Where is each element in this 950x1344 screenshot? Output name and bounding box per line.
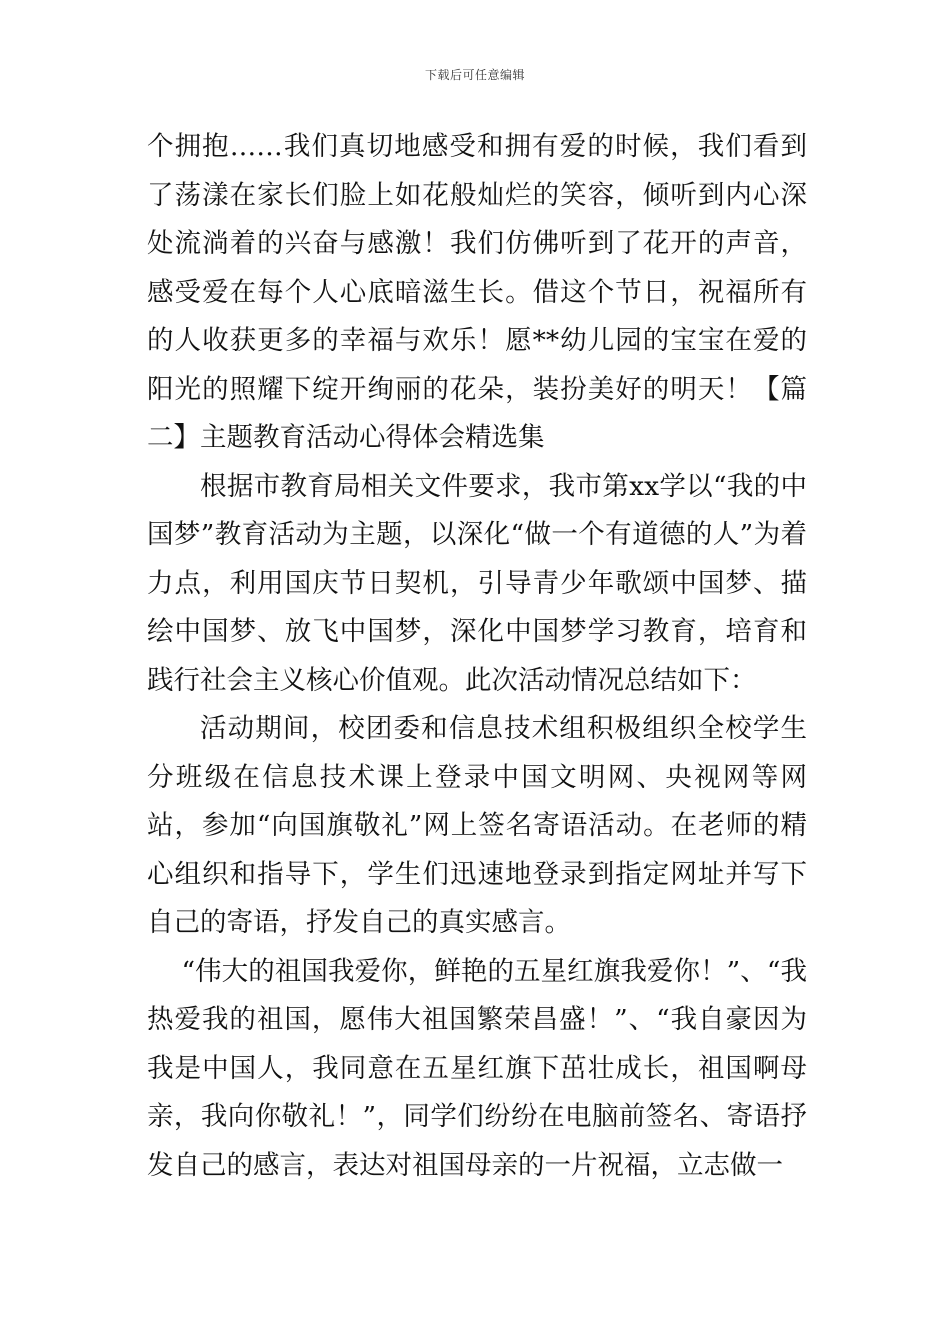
paragraph-continuation: 个拥抱……我们真切地感受和拥有爱的时候，我们看到了荡漾在家长们脸上如花般灿烂的笑容，倾听到内心深处流淌着的兴奋与感激！我们仿佛听到了花开的声音，感受爱在每个人心底暗滋生长。借这个节日，祝福所有的人收获更多的幸福与欢乐！愿**幼儿园的宝宝在爱的阳光的照耀下绽开绚丽的花朵，装扮美好的明天！【篇二】主题教育活动心得体会精选集 <box>147 131 807 453</box>
paragraph: 根据市教育局相关文件要求，我市第xx学以“我的中国梦”教育活动为主题，以深化“做一个有道德的人”为着力点，利用国庆节日契机，引导青少年歌颂中国梦、描绘中国梦、放飞中国梦，深化中国梦学习教育，培育和践行社会主义核心价值观。此次活动情况总结如下： <box>147 470 807 696</box>
paragraph: “伟大的祖国我爱你，鲜艳的五星红旗我爱你！”、“我热爱我的祖国，愿伟大祖国繁荣昌盛！”、“我自豪因为我是中国人，我同意在五星红旗下茁壮成长，祖国啊母亲，我向你敬礼！”，同学们纷纷在电脑前签名、寄语抒发自己的感言，表达对祖国母亲的一片祝福，立志做一 <box>147 955 807 1181</box>
paragraph: 活动期间，校团委和信息技术组积极组织全校学生分班级在信息技术课上登录中国文明网、央视网等网站，参加“向国旗敬礼”网上签名寄语活动。在老师的精心组织和指导下，学生们迅速地登录到指定网址并写下自己的寄语，抒发自己的真实感言。 <box>147 713 807 938</box>
document-body <box>147 123 807 1190</box>
page-header: 下载后可任意编辑 <box>424 68 525 82</box>
